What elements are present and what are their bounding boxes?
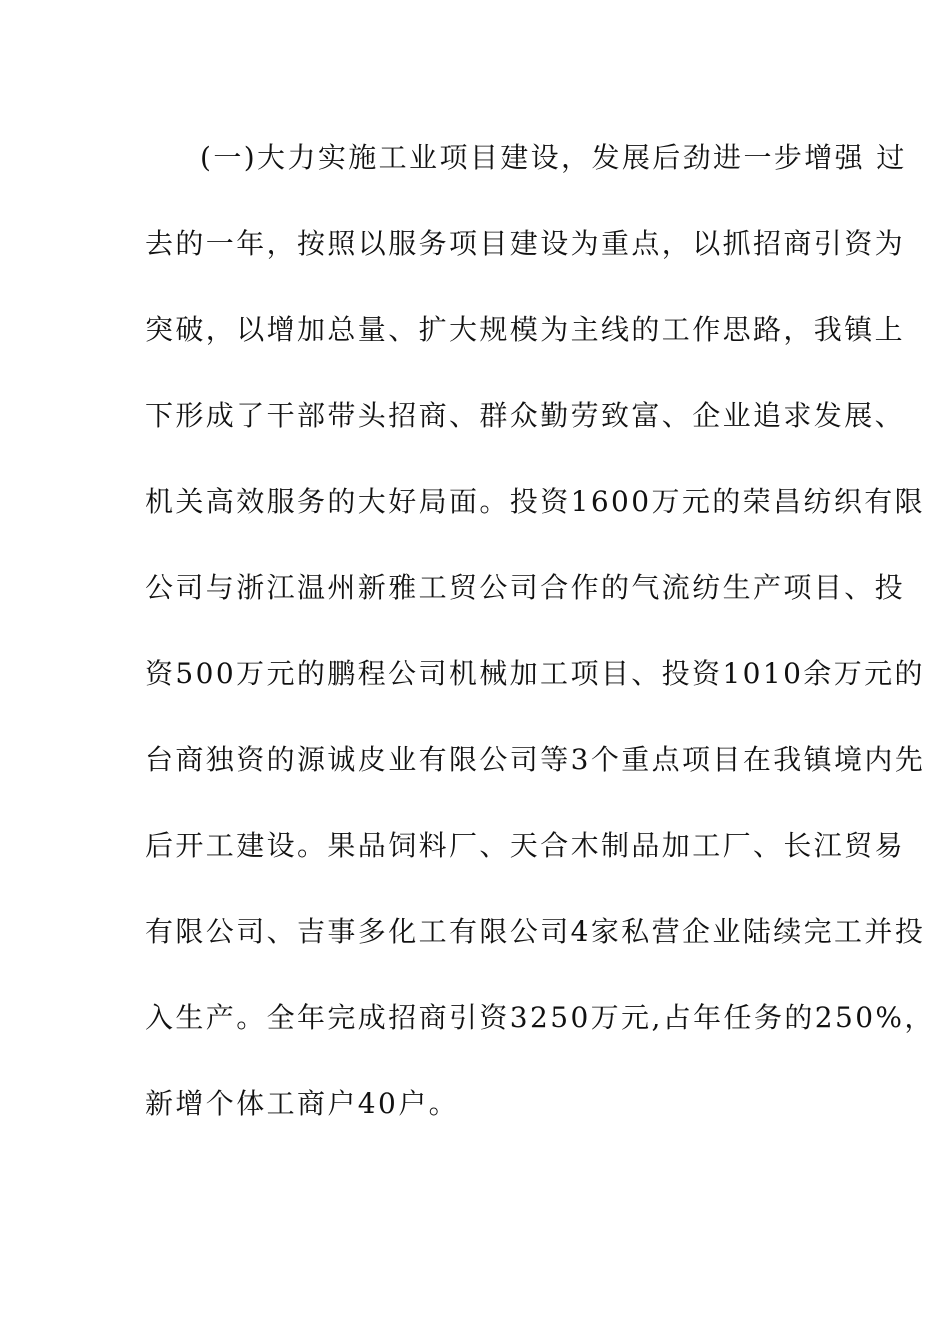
text-line-7: 资500万元的鹏程公司机械加工项目、投资1010余万元的 — [145, 657, 925, 690]
text-line-1: (一)大力实施工业项目建设，发展后劲进一步增强 过 — [200, 141, 907, 174]
text-line-8: 台商独资的源诚皮业有限公司等3个重点项目在我镇境内先 — [145, 743, 926, 776]
text-line-9: 后开工建设。果品饲料厂、天合木制品加工厂、长江贸易 — [145, 829, 906, 862]
text-line-5: 机关高效服务的大好局面。投资1600万元的荣昌纺织有限 — [145, 485, 926, 518]
text-line-6: 公司与浙江温州新雅工贸公司合作的气流纺生产项目、投 — [145, 571, 906, 604]
text-line-3: 突破，以增加总量、扩大规模为主线的工作思路，我镇上 — [145, 313, 906, 346]
text-line-12: 新增个体工商户40户。 — [145, 1087, 460, 1120]
text-line-4: 下形成了干部带头招商、群众勤劳致富、企业追求发展、 — [145, 399, 906, 432]
text-line-11: 入生产。全年完成招商引资3250万元,占年任务的250%， — [145, 1001, 935, 1034]
text-line-10: 有限公司、吉事多化工有限公司4家私营企业陆续完工并投 — [145, 915, 926, 948]
text-line-2: 去的一年，按照以服务项目建设为重点，以抓招商引资为 — [145, 227, 906, 260]
